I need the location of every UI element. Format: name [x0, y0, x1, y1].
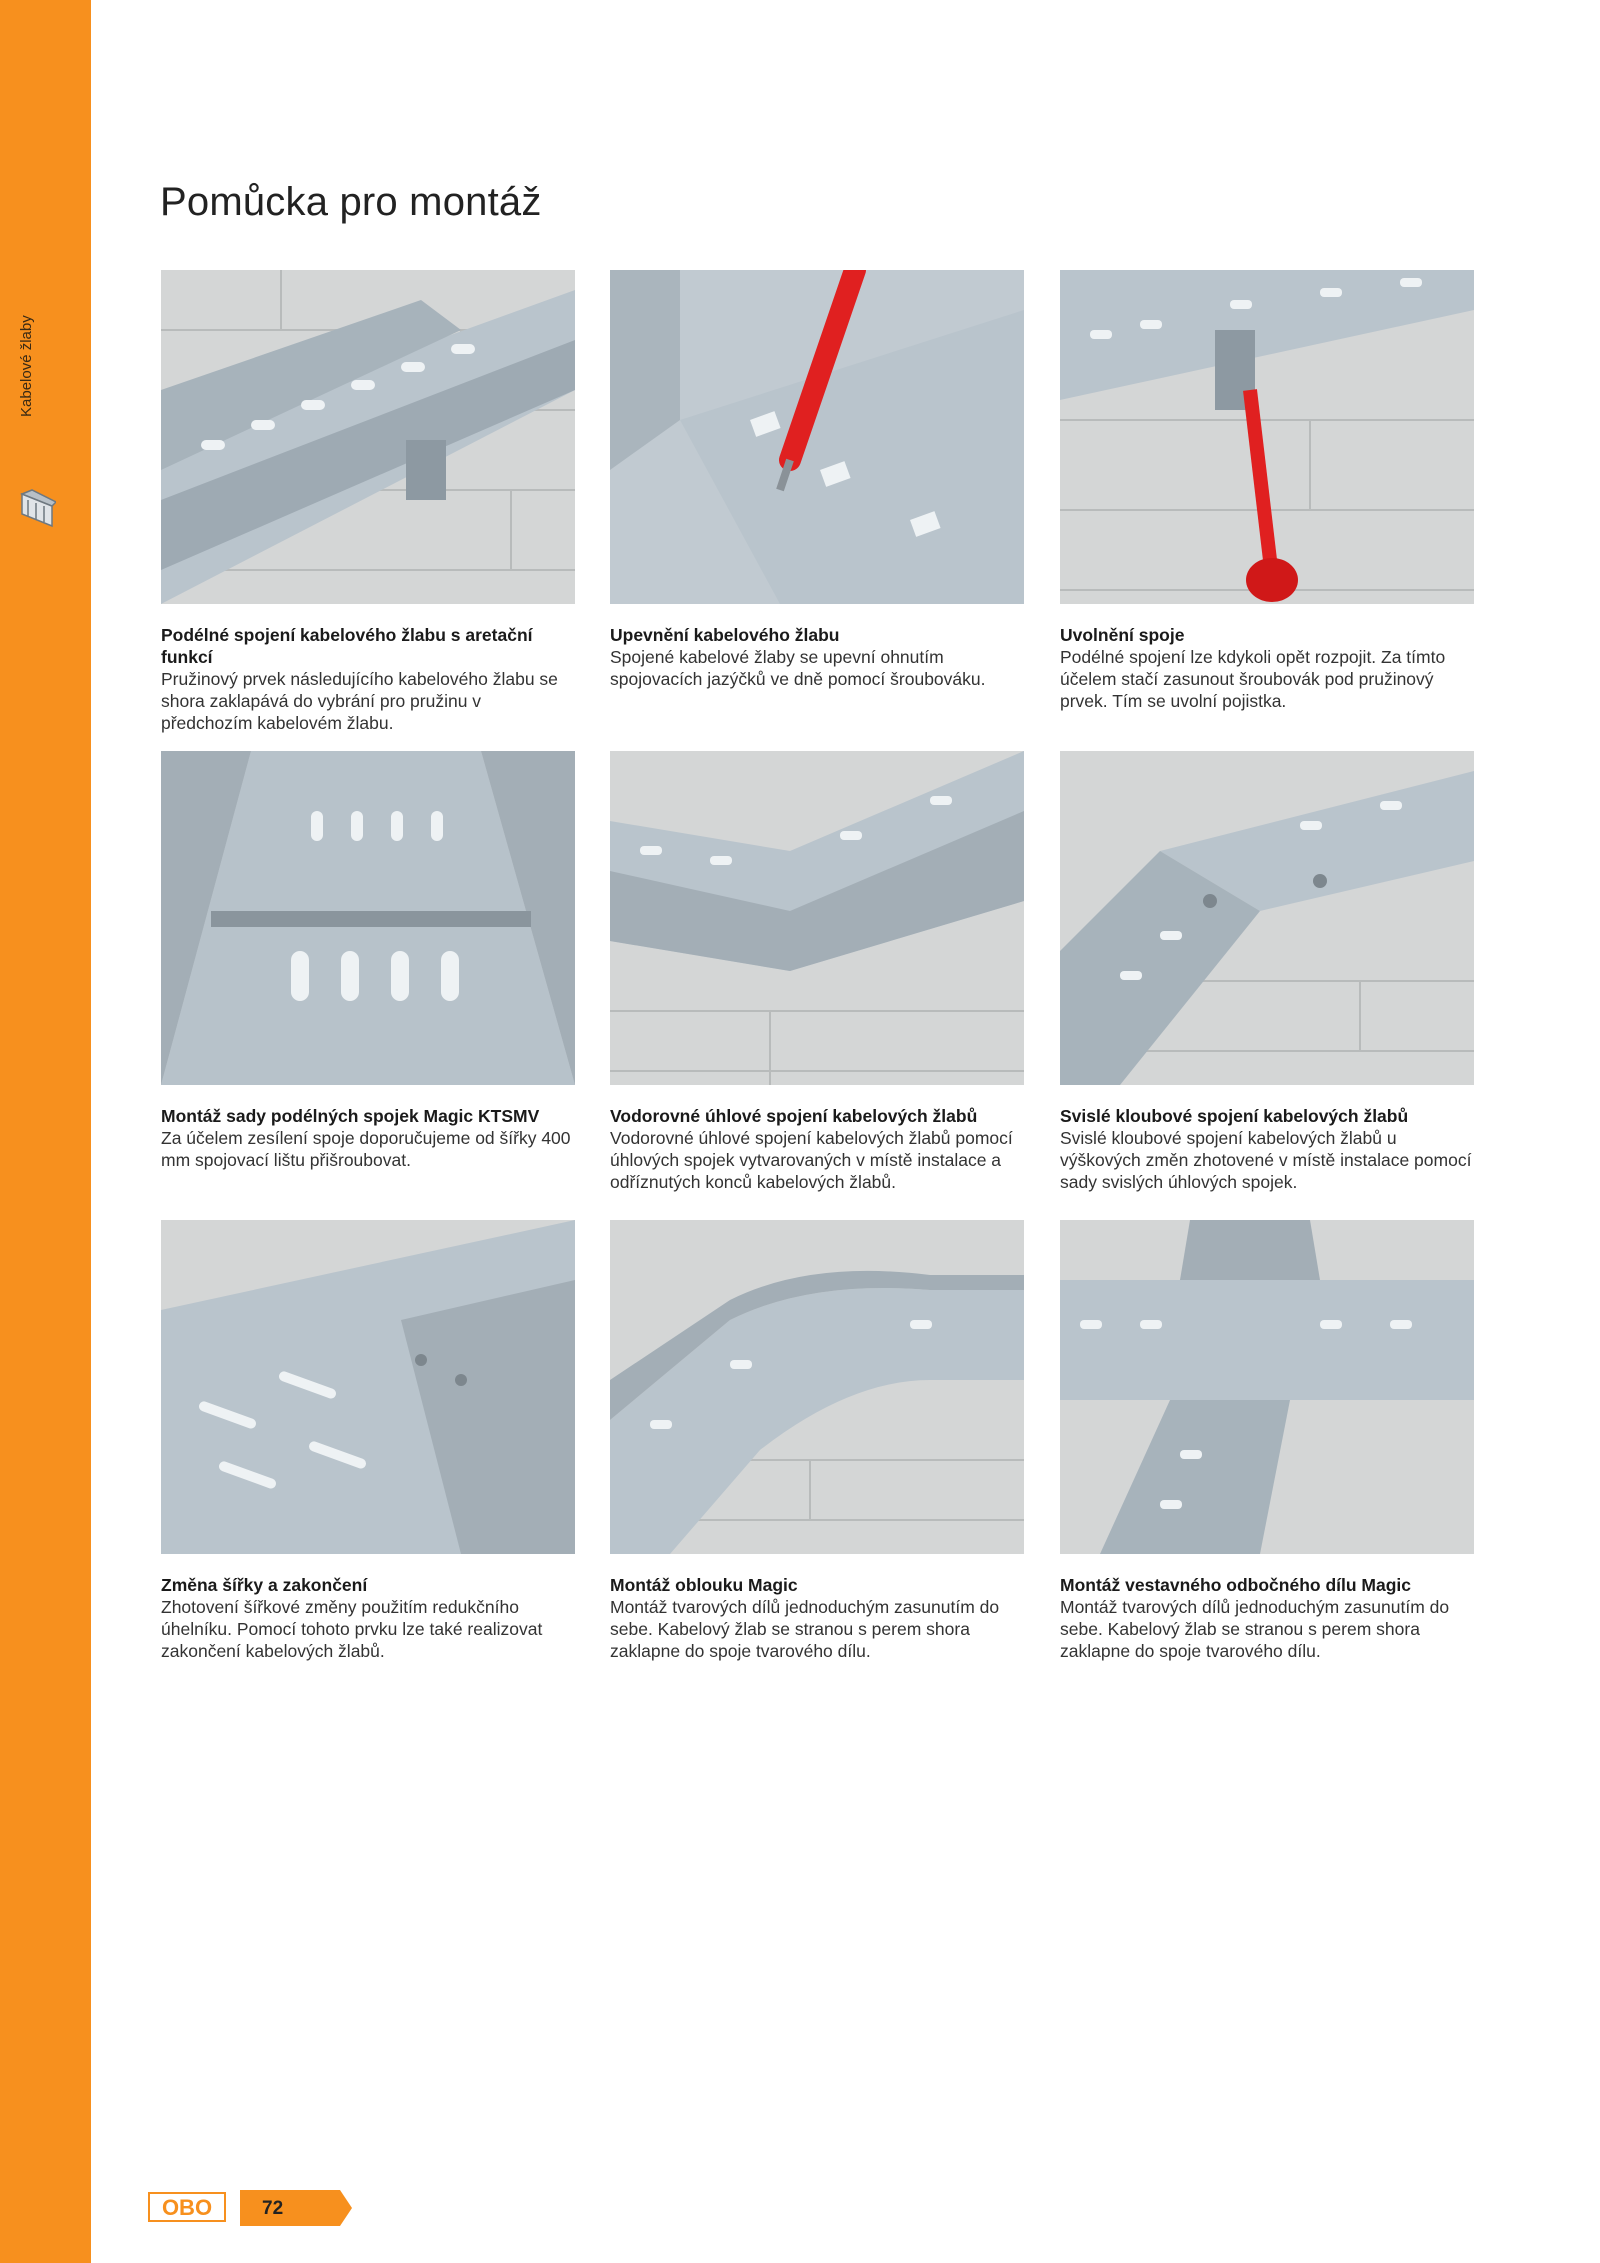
card-title: Montáž oblouku Magic: [610, 1575, 798, 1595]
photo-width-change: [161, 1220, 575, 1554]
obo-logo: [148, 2192, 226, 2222]
card-title: Montáž sady podélných spojek Magic KTSMV: [161, 1106, 540, 1126]
card-text: Svislé kloubové spojení kabelových žlabů u výškových změn zhotovené v místě instalace pomocí sady svislých úhlových spojek.: [1060, 1128, 1472, 1192]
card-title: Svislé kloubové spojení kabelových žlabů: [1060, 1106, 1409, 1126]
card-text: Montáž tvarových dílů jednoduchým zasunutím do sebe. Kabelový žlab se stranou s perem shora zaklapne do spoje tvarového dílu.: [1060, 1597, 1450, 1661]
card-text: Spojené kabelové žlaby se upevní ohnutím spojovacích jazýčků ve dně pomocí šroubováku.: [610, 647, 986, 689]
photo-ktsmv-set: [161, 751, 575, 1085]
card-title: Změna šířky a zakončení: [161, 1575, 368, 1595]
page-title: Pomůcka pro montáž: [160, 180, 542, 224]
card-text: Pružinový prvek následujícího kabelového žlabu se shora zaklapává do vybrání pro pružinu v předchozím kabelovém žlabu.: [161, 669, 558, 733]
card-5: [610, 751, 1024, 1193]
card-text: Vodorovné úhlové spojení kabelových žlabů pomocí úhlových spojek vytvarovaných v místě instalace a odříznutých konců kabelových žlabů.: [610, 1128, 1013, 1192]
card-title: Upevnění kabelového žlabu: [610, 625, 840, 645]
cable-tray-icon: [18, 486, 56, 534]
card-4: [161, 751, 575, 1171]
card-7: [161, 1220, 575, 1662]
photo-longitudinal-connection: [161, 270, 575, 604]
photo-fixing-screwdriver: [610, 270, 1024, 604]
card-3: [1060, 270, 1474, 712]
section-label: Kabelové žlaby: [18, 315, 35, 417]
card-title: Montáž vestavného odbočného dílu Magic: [1060, 1575, 1411, 1595]
card-text: Za účelem zesílení spoje doporučujeme od šířky 400 mm spojovací lištu přišroubovat.: [161, 1128, 571, 1170]
card-title: Vodorovné úhlové spojení kabelových žlabů: [610, 1106, 978, 1126]
card-1: [161, 270, 575, 734]
photo-magic-bend: [610, 1220, 1024, 1554]
card-title: Podélné spojení kabelového žlabu s aretační funkcí: [161, 625, 533, 667]
photo-horizontal-angle: [610, 751, 1024, 1085]
svg-text:OBO: OBO: [161, 2195, 213, 2220]
card-title: Uvolnění spoje: [1060, 625, 1185, 645]
photo-release-connection: [1060, 270, 1474, 604]
page-number: 72: [262, 2198, 284, 2219]
card-9: [1060, 1220, 1474, 1662]
page-number-tag: [240, 2190, 352, 2226]
card-text: Podélné spojení lze kdykoli opět rozpojit. Za tímto účelem stačí zasunout šroubovák pod pružinový prvek. Tím se uvolní pojistka.: [1060, 647, 1446, 711]
side-bar: [0, 0, 91, 2263]
card-6: [1060, 751, 1474, 1193]
card-text: Zhotovení šířkové změny použitím redukčního úhelníku. Pomocí tohoto prvku lze také realizovat zakončení kabelových žlabů.: [161, 1597, 543, 1661]
photo-magic-tee: [1060, 1220, 1474, 1554]
card-8: [610, 1220, 1024, 1662]
card-text: Montáž tvarových dílů jednoduchým zasunutím do sebe. Kabelový žlab se stranou s perem shora zaklapne do spoje tvarového dílu.: [610, 1597, 1000, 1661]
card-2: [610, 270, 1024, 690]
photo-vertical-hinge: [1060, 751, 1474, 1085]
